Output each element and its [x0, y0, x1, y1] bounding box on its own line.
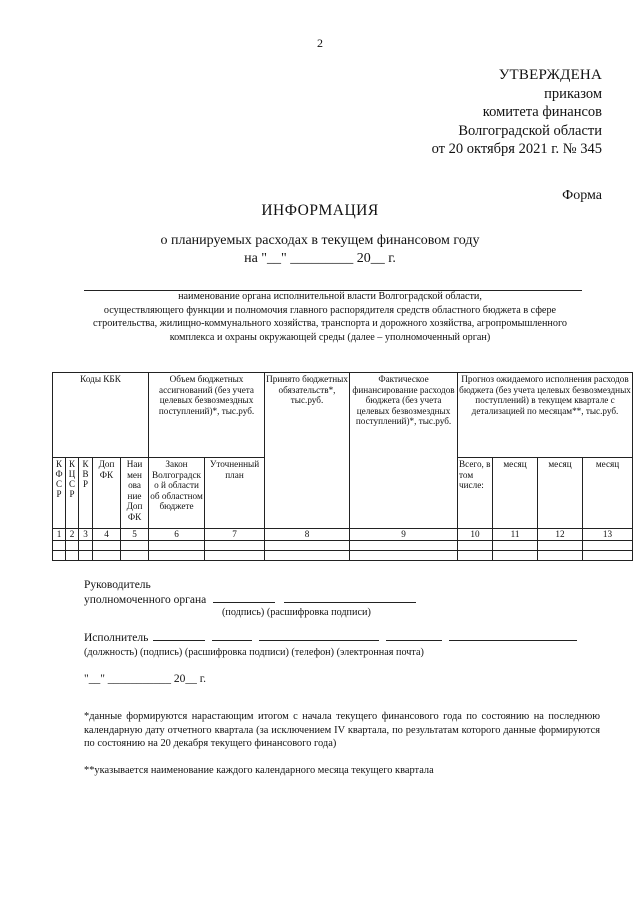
table-cell: [538, 540, 583, 550]
subtitle-line-1: о планируемых расходах в текущем финансовом году: [160, 233, 480, 248]
executor-caption: (должность) (подпись) (расшифровка подписи) (телефон) (электронная почта): [84, 647, 424, 658]
subheader-ksr: К Ф С Р: [53, 458, 66, 529]
approval-line-3: Волгоградской области: [458, 122, 602, 139]
footnote-2: **указывается наименование каждого календарного месяца текущего квартала: [84, 765, 434, 776]
header-actual: Фактическое финансирование расходов бюджета (без учета целевых безвозмездных поступлений)*, тыс.руб.: [350, 373, 458, 529]
subheader-law: Закон Волгоградско й области об областном бюджете: [149, 458, 205, 529]
subheader-kvr: К В Р: [79, 458, 93, 529]
head-label-line-2: уполномоченного органа: [84, 594, 207, 606]
subheader-month-2: месяц: [538, 458, 583, 529]
org-desc-line-3: строительства, жилищно-коммунального хозяйства, транспорта и дорожного хозяйства, агропромышленного: [93, 318, 567, 330]
column-number: 3: [79, 529, 93, 541]
budget-table: [52, 372, 633, 561]
table-cell: [149, 540, 205, 550]
column-number: 9: [350, 529, 458, 541]
table-cell: [493, 540, 538, 550]
column-number: 4: [93, 529, 121, 541]
subheader-month-3: месяц: [583, 458, 633, 529]
head-signature-block: [84, 578, 416, 607]
table-cell: [458, 540, 493, 550]
column-number: 12: [538, 529, 583, 541]
executor-position-field[interactable]: [153, 630, 205, 641]
column-number: 8: [265, 529, 350, 541]
document-title: ИНФОРМАЦИЯ: [261, 202, 379, 219]
subheader-plan: Уточненный план: [205, 458, 265, 529]
table-cell: [93, 550, 121, 560]
organization-description: [60, 290, 600, 344]
table-cell: [205, 550, 265, 560]
org-desc-line-2: осуществляющего функции и полномочия главного распорядителя средств областного бюджета в сфере: [103, 304, 557, 316]
approval-title: УТВЕРЖДЕНА: [498, 67, 602, 83]
table-row: [53, 550, 633, 560]
column-number: 2: [66, 529, 79, 541]
footnote-1: *данные формируются нарастающим итогом с начала текущего финансового года по состоянию на последнюю календарную дату отчетного квартала (за исключением IV квартала, по результатам которого данные формируются по состоянию на 20 декабря текущего финансового года): [84, 711, 600, 750]
approval-line-1: приказом: [544, 85, 602, 102]
table-cell: [458, 550, 493, 560]
column-number: 6: [149, 529, 205, 541]
table-row: [53, 540, 633, 550]
subheader-name-dopfk: Наи мен ова ние Доп ФК: [121, 458, 149, 529]
page-number: 2: [317, 36, 323, 50]
approval-line-2: комитета финансов: [482, 104, 602, 120]
org-desc-line-1: наименование органа исполнительной власти Волгоградской области,: [178, 291, 482, 302]
approval-line-4: от 20 октября 2021 г. № 345: [431, 141, 602, 157]
executor-email-field[interactable]: [449, 630, 577, 641]
head-name-field[interactable]: [284, 592, 416, 603]
table-cell: [149, 550, 205, 560]
table-cell: [93, 540, 121, 550]
head-signature-caption: (подпись) (расшифровка подписи): [222, 607, 371, 618]
table-cell: [121, 550, 149, 560]
column-number: 11: [493, 529, 538, 541]
table-cell: [583, 550, 633, 560]
subheader-month-1: месяц: [493, 458, 538, 529]
table-cell: [350, 550, 458, 560]
subheader-total: Всего, в том числе:: [458, 458, 493, 529]
org-desc-line-4: комплекса и охраны окружающей среды (далее – уполномоченный орган): [169, 331, 491, 343]
column-number: 5: [121, 529, 149, 541]
table-cell: [121, 540, 149, 550]
subtitle-line-2: на "__" _________ 20__ г.: [244, 251, 396, 266]
table-cell: [205, 540, 265, 550]
column-number: 7: [205, 529, 265, 541]
table-cell: [53, 550, 66, 560]
executor-signature-block: [84, 630, 577, 645]
header-accepted: Принято бюджетных обязательств*, тыс.руб.: [265, 373, 350, 529]
subheader-dopfk: Доп ФК: [93, 458, 121, 529]
table-cell: [66, 540, 79, 550]
head-signature-field[interactable]: [213, 592, 275, 603]
executor-phone-field[interactable]: [386, 630, 442, 641]
approval-block: [342, 66, 602, 159]
header-kbk: Коды КБК: [53, 373, 149, 458]
header-volume: Объем бюджетных ассигнований (без учета целевых безвозмездных поступлений)*, тыс.руб.: [149, 373, 265, 458]
document-subtitle: [0, 232, 640, 268]
subheader-kcsr: К Ц С Р: [66, 458, 79, 529]
column-number: 13: [583, 529, 633, 541]
executor-signature-field[interactable]: [212, 630, 252, 641]
table-cell: [79, 550, 93, 560]
table-cell: [66, 550, 79, 560]
table-cell: [53, 540, 66, 550]
header-forecast: Прогноз ожидаемого исполнения расходов бюджета (без учета целевых безвозмездных поступлений) в текущем квартале с детализацией по месяцам**, тыс.руб.: [458, 373, 633, 458]
column-number: 1: [53, 529, 66, 541]
column-number: 10: [458, 529, 493, 541]
table-cell: [79, 540, 93, 550]
executor-label: Исполнитель: [84, 632, 149, 644]
table-column-numbers-row: [53, 529, 633, 541]
table-cell: [265, 550, 350, 560]
table-cell: [538, 550, 583, 560]
table-cell: [583, 540, 633, 550]
head-label-line-1: Руководитель: [84, 579, 151, 591]
table-cell: [350, 540, 458, 550]
table-header-row: [53, 373, 633, 458]
form-label: Форма: [562, 188, 602, 203]
table-cell: [493, 550, 538, 560]
executor-name-field[interactable]: [259, 630, 379, 641]
head-label-line-2-wrap: [84, 592, 416, 607]
table-cell: [265, 540, 350, 550]
date-line: "__" ___________ 20__ г.: [84, 673, 207, 685]
